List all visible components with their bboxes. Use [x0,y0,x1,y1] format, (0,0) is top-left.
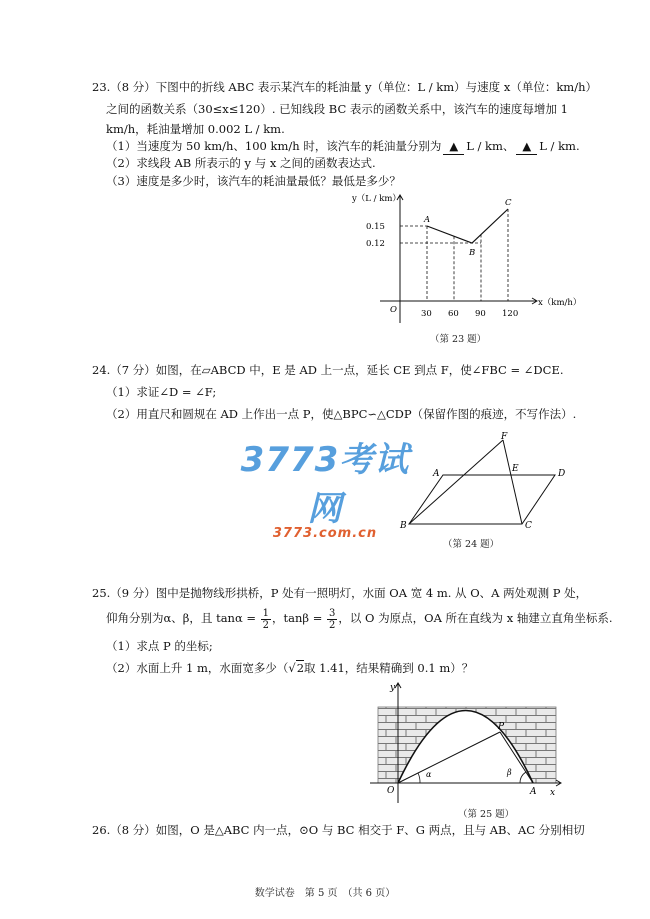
frac-den: 2 [262,619,270,631]
q24-part-1: （1）求证∠D = ∠F; [106,385,217,399]
parallelogram-abcd [409,475,555,524]
label-e: E [512,464,519,474]
label-a: A [433,469,440,479]
segment-fc [503,440,522,524]
fraction-tan-beta [327,608,337,631]
q25-part-2-a: （2）水面上升 1 m，水面宽多少（ [106,661,289,675]
label-x: x [550,788,556,798]
y-tick-label: 0.15 [366,222,385,232]
sqrt-icon: √ [288,661,296,675]
label-y: y [390,683,396,693]
chart-ylabel: y（L / km） [352,194,401,204]
point-label-a: A [424,215,431,225]
origin-label: O [390,305,397,315]
q23-line-3: km/h，耗油量增加 0.002 L / km. [106,122,285,136]
q23-part-1 [106,138,580,155]
q26-line-1: 26.（8 分）如图，O 是△ABC 内一点，⊙O 与 BC 相交于 F、G 两点，且与 AB、AC 分别相切 [92,823,585,837]
watermark [225,432,425,541]
q25-line-2-b: ，tanβ = [272,611,327,625]
label-beta: β [507,768,512,777]
page-footer: 数学试卷 第 5 页 （共 6 页） [254,888,396,899]
q25-line-1: 25.（9 分）图中是抛物线形拱桥，P 处有一照明灯，水面 OA 宽 4 m. 从 O、A 两处观测 P 处， [92,586,588,600]
answer-blank-1 [443,138,464,155]
label-a: A [530,787,537,797]
q23-line-1: 23.（8 分）下图中的折线 ABC 表示某汽车的耗油量 y（单位：L / km）与速度 x（单位：km/h） [92,80,597,94]
frac-num: 1 [262,607,270,619]
x-tick-label: 60 [448,309,459,319]
q25-line-2-c: ，以 O 为原点，OA 所在直线为 x 轴建立直角坐标系. [338,611,613,625]
q25-line-2 [106,606,612,631]
q25-part-1: （1）求点 P 的坐标; [106,639,213,653]
label-b: B [400,521,407,531]
label-c: C [525,521,532,531]
q23-line-2: 之间的函数关系（30≤x≤120）. 已知线段 BC 表示的函数关系中，该汽车的速度每增加 1 [106,102,568,116]
q25-part-2-b: 取 1.41，结果精确到 0.1 m）？ [304,661,474,675]
q25-caption: （第 25 题） [458,809,515,820]
x-tick-label: 90 [475,309,486,319]
q24-line-1: 24.（7 分）如图，在▱ABCD 中，E 是 AD 上一点，延长 CE 到点 F，使∠FBC = ∠DCE. [92,363,564,377]
arch-bridge-figure [370,680,565,805]
series-line-abc [427,209,508,243]
x-tick-label: 30 [421,309,432,319]
q24-caption: （第 24 题） [443,539,500,550]
q23-part-1-text: （1）当速度为 50 km/h、100 km/h 时，该汽车的耗油量分别为 [106,139,442,153]
triangle-icon: ▲ [522,139,532,153]
q24-part-2: （2）用直尺和圆规在 AD 上作出一点 P，使△BPC∽△CDP（保留作图的痕迹，不写作法）. [106,407,577,421]
x-tick-label: 120 [502,309,519,319]
unit-text: L / km. [539,139,580,153]
y-tick-label: 0.12 [366,239,385,249]
label-alpha: α [426,770,432,779]
q25-part-2 [106,660,473,676]
chart-xlabel: x（km/h） [538,298,582,308]
point-label-c: C [505,198,512,208]
answer-blank-2 [516,138,537,155]
frac-den: 2 [329,619,336,631]
q23-part-2: （2）求线段 AB 所表示的 y 与 x 之间的函数表达式. [106,156,376,170]
sqrt-radicand: 2 [296,661,305,675]
fraction-tan-alpha [261,608,271,631]
fuel-consumption-chart [340,190,582,330]
triangle-icon: ▲ [449,139,459,153]
watermark-sub: 3773.com.cn [272,526,378,541]
watermark-main: 3773考试网 [240,440,410,529]
label-p: P [498,722,505,732]
label-d: D [558,469,566,479]
frac-num: 3 [329,607,336,619]
label-f: F [501,432,508,442]
q25-line-2-a: 仰角分别为α、β，且 tanα = [106,611,260,625]
q23-caption: （第 23 题） [430,334,487,345]
unit-text: L / km、 [466,139,515,153]
q23-part-3: （3）速度是多少时，该汽车的耗油量最低？最低是多少？ [106,174,401,188]
label-o: O [387,786,395,796]
point-label-b: B [469,248,476,258]
